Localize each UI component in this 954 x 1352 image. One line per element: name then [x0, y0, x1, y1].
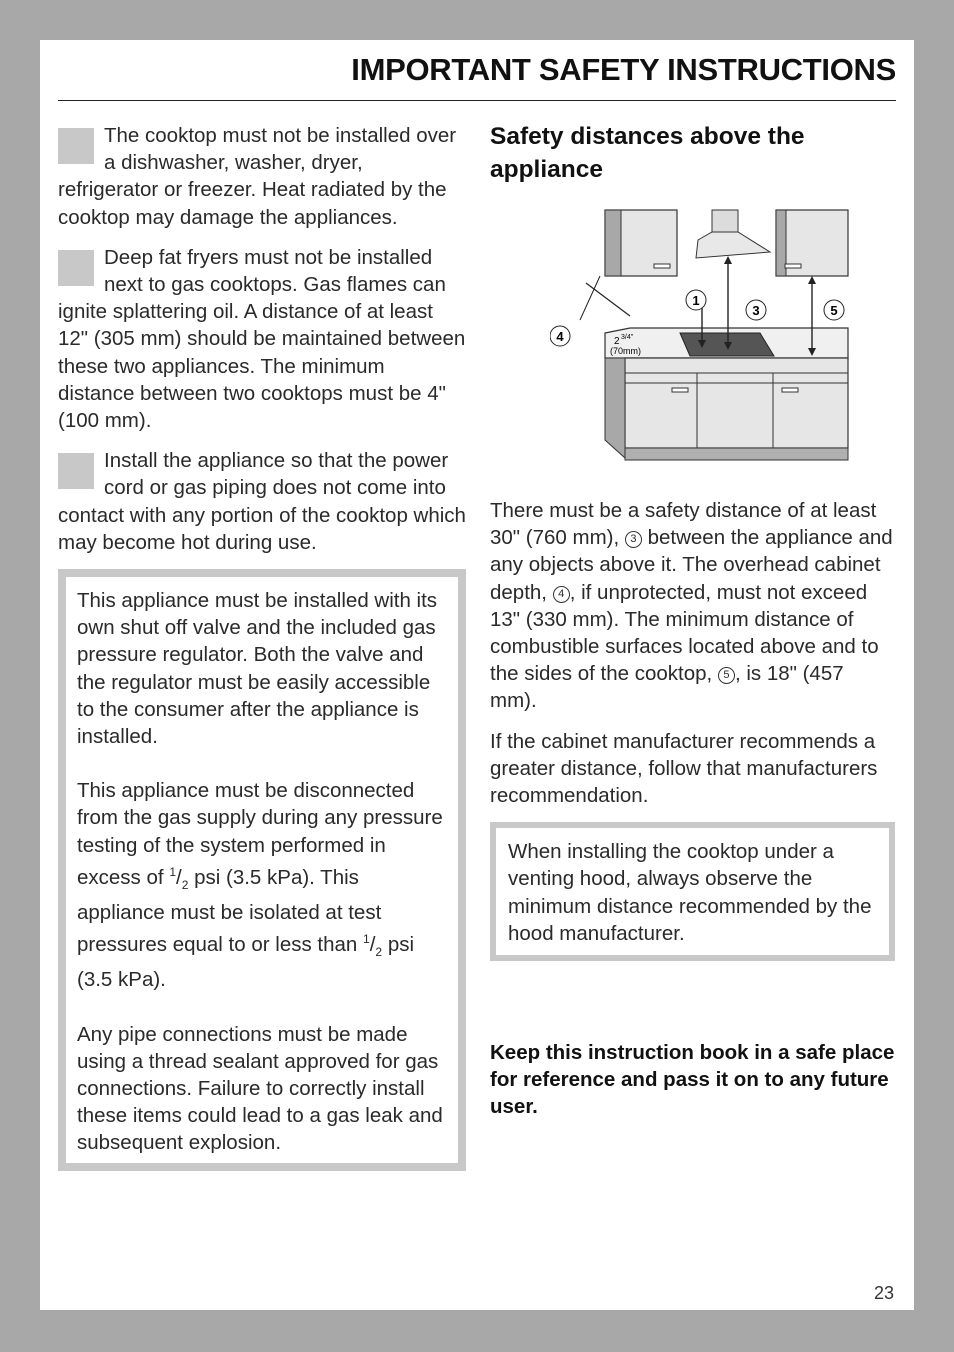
- bullet-text: Install the appliance so that the power cord or gas piping does not come into contact with any portion of the cooktop which may become hot during use.: [58, 449, 466, 554]
- base-cabinets: [625, 358, 848, 448]
- hood-chimney: [712, 210, 738, 232]
- section-heading: Safety distances above the appliance: [490, 123, 805, 183]
- box-paragraph: When installing the cooktop under a venting hood, always observe the minimum distance recommended by the hood manufacturer.: [508, 840, 872, 945]
- bullet-text: The cooktop must not be installed over a dishwasher, washer, dryer, refrigerator or freezer. Heat radiated by the cooktop may damage the appliances.: [58, 124, 457, 229]
- callout-5-label: 5: [830, 303, 838, 318]
- dimension-mm: (70mm): [610, 346, 641, 356]
- cabinet-handle: [672, 388, 688, 392]
- callout-1-label: 1: [692, 293, 700, 308]
- dimension-whole: 2: [614, 336, 620, 347]
- cabinet-handle: [785, 264, 801, 268]
- box-text: psi (3.5 kPa). This appliance must be isolated at test pressures equal to or less than: [77, 865, 382, 957]
- box-paragraph: Any pipe connections must be made using a thread sealant approved for gas connections. Failure to correctly install these items could lead to a gas leak and subsequent explosion.: [77, 1022, 443, 1155]
- safety-distance-paragraph: [490, 497, 895, 715]
- bullet-square: [58, 128, 94, 164]
- paragraph-text: , if unprotected, must not exceed 13" (330 mm). The minimum distance of combustible surfaces located above and to the sides of the cooktop,: [490, 580, 879, 686]
- fraction-numerator: 1: [363, 932, 370, 947]
- callout-3-label: 3: [752, 303, 760, 318]
- bullet-item: [58, 122, 466, 231]
- box-text: This appliance must be disconnected from the gas supply during any pressure testing of the system performed in excess of: [77, 779, 443, 889]
- paragraph-text: There must be a safety distance of at least 30" (760 mm),: [490, 499, 877, 550]
- depth-arrow-4: [586, 283, 630, 316]
- title-rule: [58, 100, 896, 101]
- venting-hood-note-box: [490, 822, 895, 961]
- safety-distance-diagram: [550, 208, 850, 468]
- gas-warning-box: [58, 569, 466, 1171]
- bullet-text: Deep fat fryers must not be installed next to gas cooktops. Gas flames can ignite splattering oil. A distance of at least 12" (305 mm) should be maintained between these two appliances. The minimum distance between two cooktops must be 4" (100 mm).: [58, 245, 466, 433]
- dimension-fraction: 3/4": [621, 334, 634, 341]
- bullet-item: [58, 244, 466, 434]
- fraction-denominator: 2: [375, 945, 383, 960]
- circled-number: 4: [553, 586, 570, 603]
- right-column: [490, 120, 895, 1121]
- page-number: 23: [873, 1283, 894, 1303]
- keep-instructions-note: Keep this instruction book in a safe place for reference and pass it on to any future user.: [490, 1041, 895, 1119]
- box-text: (3.5 kPa).: [77, 968, 166, 992]
- page: [40, 40, 914, 1310]
- bullet-square: [58, 250, 94, 286]
- cabinet-handle: [654, 264, 670, 268]
- fraction-denominator: 2: [181, 877, 189, 892]
- cabinet-handle: [782, 388, 798, 392]
- cabinet-plinth: [625, 448, 848, 460]
- paragraph-text: , is 18" (457 mm).: [490, 662, 844, 713]
- circled-number: 3: [625, 531, 642, 548]
- left-column: [58, 122, 466, 1171]
- box-paragraph: This appliance must be disconnected from the gas supply during any pressure testing of the system performed in excess of $^1/_2$ psi (3.5 kPa). This appliance must be isolated at test pressures equal to or less than $^1/_2$ psi (3.5 kPa).: [77, 779, 443, 992]
- box-text: psi: [387, 933, 415, 957]
- callout-4-label: 4: [556, 329, 564, 344]
- bullet-square: [58, 453, 94, 489]
- box-paragraph: This appliance must be installed with its own shut off valve and the included gas pressure regulator. Both the valve and the regulator must be easily accessible to the consumer after the appliance is installed.: [77, 589, 438, 749]
- circled-number: 5: [718, 667, 735, 684]
- hood-canopy: [696, 232, 770, 258]
- manufacturer-paragraph: If the cabinet manufacturer recommends a greater distance, follow that manufacturers recommendation.: [490, 729, 878, 808]
- upper-cabinet-left-side: [605, 210, 621, 276]
- bullet-item: [58, 447, 466, 556]
- base-cabinet-side: [605, 358, 625, 458]
- page-title: IMPORTANT SAFETY INSTRUCTIONS: [351, 52, 896, 87]
- paragraph-text: between the appliance and any objects above it. The overhead cabinet depth,: [490, 526, 893, 604]
- leader-line: [580, 276, 600, 320]
- fraction-numerator: 1: [169, 864, 176, 879]
